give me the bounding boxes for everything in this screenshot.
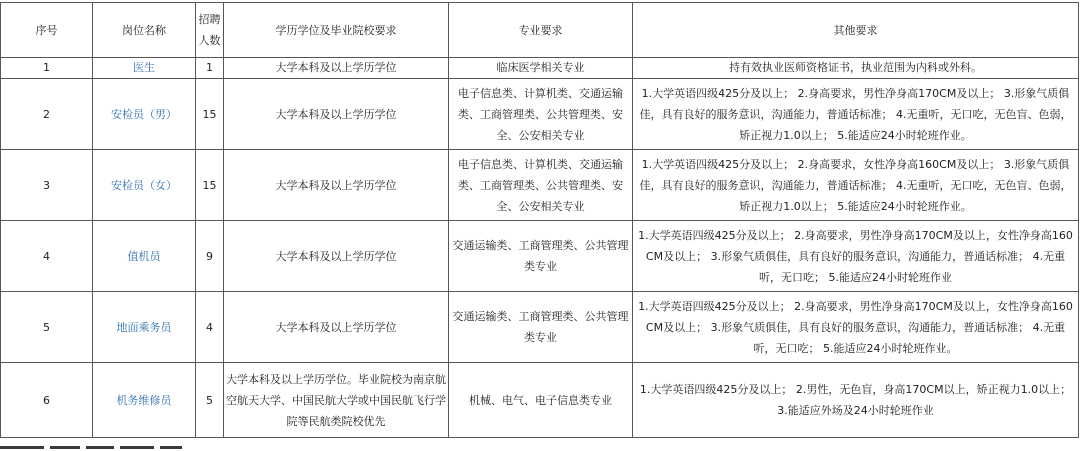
- table-row: [1, 79, 1079, 150]
- header-major: 专业要求: [449, 3, 633, 58]
- cell-no: 6: [1, 363, 93, 438]
- cell-count: 1: [196, 58, 224, 79]
- header-education: 学历学位及毕业院校要求: [224, 3, 449, 58]
- cell-other: 持有效执业医师资格证书，执业范围为内科或外科。: [633, 58, 1079, 79]
- cell-no: 5: [1, 292, 93, 363]
- cell-position-link[interactable]: 地面乘务员: [93, 292, 196, 363]
- cell-position-link[interactable]: 安检员（男）: [93, 79, 196, 150]
- header-count: 招聘人数: [196, 3, 224, 58]
- header-other: 其他要求: [633, 3, 1079, 58]
- cell-count: 4: [196, 292, 224, 363]
- cell-count: 15: [196, 79, 224, 150]
- cell-major: 临床医学相关专业: [449, 58, 633, 79]
- cell-no: 1: [1, 58, 93, 79]
- header-no: 序号: [1, 3, 93, 58]
- cell-education: 大学本科及以上学历学位: [224, 221, 449, 292]
- cell-count: 9: [196, 221, 224, 292]
- recruitment-table: [0, 2, 1079, 438]
- table-row: [1, 150, 1079, 221]
- cell-count: 15: [196, 150, 224, 221]
- cell-major: 交通运输类、工商管理类、公共管理类专业: [449, 221, 633, 292]
- table-row: [1, 58, 1079, 79]
- cell-major: 机械、电气、电子信息类专业: [449, 363, 633, 438]
- table-header-row: [1, 3, 1079, 58]
- cell-other: 1.大学英语四级425分及以上； 2.身高要求，男性净身高170CM及以上，女性净身高160CM及以上； 3.形象气质俱佳，具有良好的服务意识，沟通能力，普通话标准； 4.无重听，无口吃； 5.能适应24小时轮班作业。: [633, 292, 1079, 363]
- cell-education: 大学本科及以上学历学位: [224, 58, 449, 79]
- cell-other: 1.大学英语四级425分及以上； 2.身高要求，女性净身高160CM及以上； 3.形象气质俱佳，具有良好的服务意识，沟通能力，普通话标准； 4.无重听，无口吃，无色盲、色弱，矫正视力1.0以上； 5.能适应24小时轮班作业。: [633, 150, 1079, 221]
- cell-other: 1.大学英语四级425分及以上； 2.男性，无色盲，身高170CM以上，矫正视力1.0以上； 3.能适应外场及24小时轮班作业: [633, 363, 1079, 438]
- cell-count: 5: [196, 363, 224, 438]
- cell-no: 4: [1, 221, 93, 292]
- cell-education: 大学本科及以上学历学位: [224, 292, 449, 363]
- cell-position-link[interactable]: 医生: [93, 58, 196, 79]
- cell-major: 电子信息类、计算机类、交通运输类、工商管理类、公共管理类、安全、公安相关专业: [449, 150, 633, 221]
- cell-other: 1.大学英语四级425分及以上； 2.身高要求，男性净身高170CM及以上，女性净身高160CM及以上； 3.形象气质俱佳，具有良好的服务意识，沟通能力，普通话标准； 4.无重听，无口吃； 5.能适应24小时轮班作业: [633, 221, 1079, 292]
- cell-no: 2: [1, 79, 93, 150]
- cell-major: 交通运输类、工商管理类、公共管理类专业: [449, 292, 633, 363]
- header-position: 岗位名称: [93, 3, 196, 58]
- cell-no: 3: [1, 150, 93, 221]
- cell-education: 大学本科及以上学历学位: [224, 79, 449, 150]
- table-row: [1, 363, 1079, 438]
- table-row: [1, 292, 1079, 363]
- cell-other: 1.大学英语四级425分及以上； 2.身高要求，男性净身高170CM及以上； 3.形象气质俱佳，具有良好的服务意识，沟通能力，普通话标准； 4.无重听，无口吃，无色盲、色弱，矫正视力1.0以上； 5.能适应24小时轮班作业。: [633, 79, 1079, 150]
- cell-position-link[interactable]: 安检员（女）: [93, 150, 196, 221]
- cell-education: 大学本科及以上学历学位。毕业院校为南京航空航天大学、中国民航大学或中国民航飞行学院等民航类院校优先: [224, 363, 449, 438]
- cell-education: 大学本科及以上学历学位: [224, 150, 449, 221]
- table-row: [1, 221, 1079, 292]
- clipped-text-fragment: [0, 446, 230, 451]
- cell-position-link[interactable]: 值机员: [93, 221, 196, 292]
- cell-position-link[interactable]: 机务维修员: [93, 363, 196, 438]
- cell-major: 电子信息类、计算机类、交通运输类、工商管理类、公共管理类、安全、公安相关专业: [449, 79, 633, 150]
